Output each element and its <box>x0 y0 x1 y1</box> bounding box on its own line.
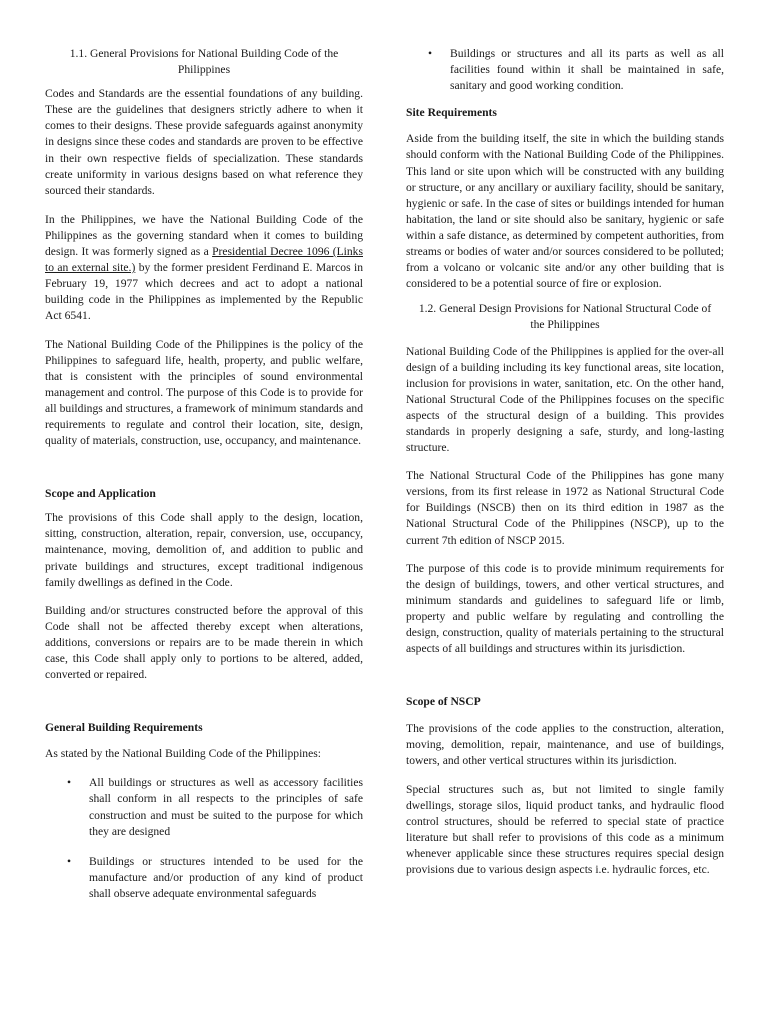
site-paragraph: Aside from the building itself, the site in which the building stands should conform with the National Building Code of the Philippines. This land or site upon which will be constructed with any building or structure, or any ancillary or auxiliary facility, should be sanitary, hygienic or safe. In the case of sites or buildings intended for human habitation, the land or site should also be sanitary, hygienic or safe within a safe distance, as determined by competent authorities, from streams or bodies of water and/or sources considered to be polluted; from a volcano or volcanic site and/or any other building that is considered to be a potential source of fire or explosion. <box>406 132 724 291</box>
nscp-paragraph-2: The National Structural Code of the Philippines has gone many versions, from its first release in 1972 as National Structural Code for Buildings (NSCB) then on its third edition in 1987 as the National Structural Code of the Philippines (NSCP), up to the current 7th edition of NSCP 2015. <box>406 469 724 547</box>
site-requirements-heading: Site Requirements <box>406 106 497 120</box>
gbr-intro: As stated by the National Building Code of the Philippines: <box>45 747 321 761</box>
scope-of-nscp-heading: Scope of NSCP <box>406 695 481 709</box>
policy-paragraph: The National Building Code of the Philippines is the policy of the Philippines to safeguard life, health, property, and public welfare, that is consistent with the principles of sound environmental management and control. The purpose of this Code is to provide for all buildings and structures, a framework of minimum standards and requirements to regulate and control their location, site, design, quality of materials, construction, use, occupancy, and maintenance. <box>45 337 363 448</box>
gbr-bullet-list <box>45 775 363 902</box>
scope-nscp-paragraph-2: Special structures such as, but not limited to single family dwellings, storage silos, liquid product tanks, and hydraulic flood control structures, should be referred to special state of practice literature but shall refer to provisions of this code as a minimum whenever applicable since these structures requires special design provisions due to various design aspects i.e. hydraulic forces, etc. <box>406 782 724 877</box>
bullet-marker: • <box>428 47 433 60</box>
scope-paragraph-2: Building and/or structures constructed before the approval of this Code shall not be affected thereby except when alterations, additions, conversions or repairs are to be made therein in which case, this Code shall apply only to portions to be altered, added, converted or repaired. <box>45 603 363 682</box>
section-1-2-title <box>406 301 724 333</box>
top-bullet-list <box>406 46 724 94</box>
section-1-1-title-line1: 1.1. General Provisions for National Building Code of the <box>69 47 339 60</box>
list-item <box>406 46 724 94</box>
list-item <box>45 775 363 839</box>
scope-nscp-paragraph-1: The provisions of the code applies to the construction, alteration, moving, demolition, repair, maintenance, and use of buildings, towers, and other vertical structures within its jurisdiction. <box>406 722 724 768</box>
nscp-paragraph-1: National Building Code of the Philippines is applied for the over-all design of a building including its key functional areas, site location, inclusion for provisions in water, sanitation, etc. On the other hand, National Structural Code of the Philippines focuses on the specific aspects of the structural design of a building. This provides standards in properly designing a safe, sturdy, and long-lasting structure. <box>406 344 724 455</box>
bullet-marker: • <box>67 854 72 868</box>
left-column <box>45 0 363 902</box>
general-building-requirements-heading: General Building Requirements <box>45 721 203 735</box>
section-1-2-title-line1: 1.2. General Design Provisions for National Structural Code of <box>418 302 712 316</box>
section-1-1-title-line2: Philippines <box>177 63 231 77</box>
para2-text-end: by the former president Ferdinand E. Marcos in February 19, 1977 which decrees and act to adopt a national building code in the Philippines as implemented by the Republic Act 6541. <box>45 261 363 323</box>
list-item-text: Buildings or structures and all its parts as well as all facilities found within it shall be maintained in safe, sanitary and good working condition. <box>450 47 724 93</box>
list-item-text: All buildings or structures as well as accessory facilities shall conform in all respects to the principles of safe construction and must be suited to the purpose for which they are designed <box>89 776 363 838</box>
section-1-2-title-line2: the Philippines <box>530 318 600 332</box>
scope-paragraph-1: The provisions of this Code shall apply to the design, location, sitting, construction, alteration, repair, conversion, use, occupancy, maintenance, moving, demolition of, and addition to public and private buildings and structures, except traditional indigenous family dwellings as defined in the Code. <box>45 511 363 589</box>
philippines-code-paragraph <box>45 212 363 325</box>
list-item <box>45 854 363 902</box>
para2-text-start: In the Philippines, we have the National Building Code of the Philippines as the governing standard when it comes to building design. It was formerly signed as a <box>45 212 363 259</box>
right-column <box>406 0 724 878</box>
codes-standards-paragraph: Codes and Standards are the essential foundations of any building. These are the guidelines that designers strictly adhere to when it comes to their designs. These provide safeguards against anonymity in designs since these codes and standards are proven to be effective in their own respective fields of specialization. These standards create uniformity in various designs based on what reference they sourced their standards. <box>45 87 363 197</box>
section-1-1-title <box>45 46 363 78</box>
nscp-paragraph-3: The purpose of this code is to provide minimum requirements for the design of buildings, towers, and other vertical structures, and minimum standards and guidelines to safeguard life or limb, property and public welfare by regulating and controlling the design, construction, quality of materials pertaining to the structural aspects of all buildings and structures within its jurisdiction. <box>406 561 724 656</box>
bullet-marker: • <box>67 776 72 790</box>
list-item-text: Buildings or structures intended to be used for the manufacture and/or production of any kind of product shall observe adequate environmental safeguards <box>89 854 363 900</box>
presidential-decree-link[interactable]: Presidential Decree 1096 (Links to an external site.) <box>45 245 363 275</box>
scope-application-heading: Scope and Application <box>45 487 156 501</box>
